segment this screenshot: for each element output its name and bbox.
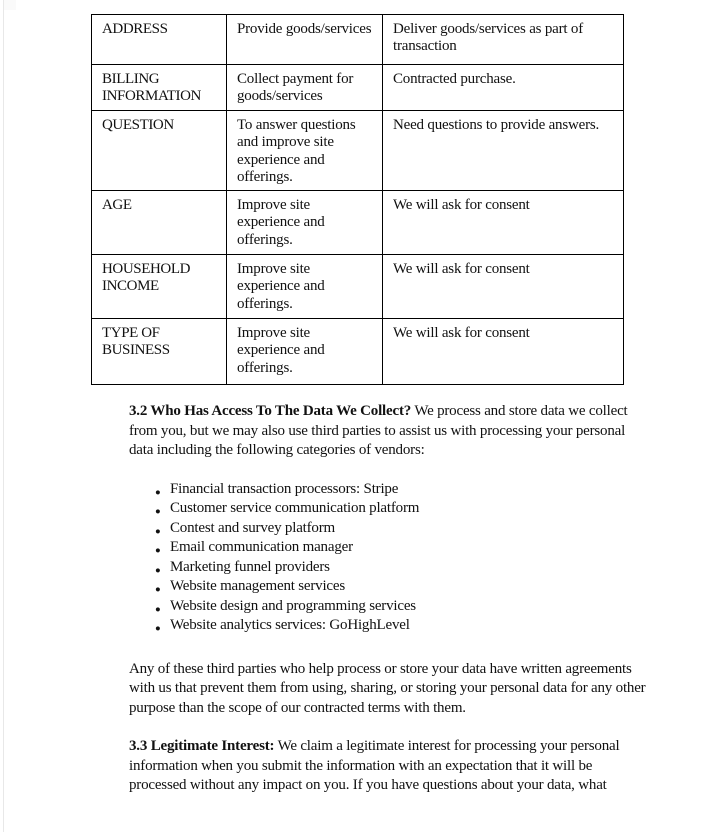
table-cell-reason: We will ask for consent bbox=[383, 255, 624, 319]
vendor-list-item: ● Customer service communication platform bbox=[129, 499, 648, 519]
table-cell-purpose: Provide goods/services bbox=[227, 15, 383, 65]
vendor-list-item: ● Website analytics services: GoHighLevel bbox=[129, 616, 648, 636]
table-cell-reason: Contracted purchase. bbox=[383, 65, 624, 111]
table-cell-label: QUESTION bbox=[92, 111, 227, 191]
heading-3-2: 3.2 Who Has Access To The Data We Collect? bbox=[129, 403, 412, 419]
paragraph-3-2-text: We process and store data we collect from you, but we may also use third parties to assist us with processing your personal data including the following categories of vendors: bbox=[129, 403, 628, 458]
heading-3-3: 3.3 Legitimate Interest: bbox=[129, 738, 275, 754]
data-collection-table bbox=[91, 14, 624, 385]
paragraph-3-3-text: We claim a legitimate interest for processing your personal information when you submit the information with an expectation that it will be processed without any impact on you. If you have questions about your data, what bbox=[129, 738, 620, 793]
table-cell-label: BILLING INFORMATION bbox=[92, 65, 227, 111]
paragraph-3-3 bbox=[129, 737, 648, 796]
document-body bbox=[129, 402, 648, 815]
table-cell-label: AGE bbox=[92, 191, 227, 255]
table-row-address bbox=[92, 15, 624, 65]
page-corner-shade bbox=[4, 0, 16, 10]
table-cell-purpose: Improve site experience and offerings. bbox=[227, 255, 383, 319]
table-cell-purpose: Collect payment for goods/services bbox=[227, 65, 383, 111]
paragraph-third-parties: Any of these third parties who help process or store your data have written agreements with us that prevent them from using, sharing, or storing your personal data for any other purpose than the scope of our contracted terms with them. bbox=[129, 660, 646, 716]
table-cell-label: HOUSEHOLD INCOME bbox=[92, 255, 227, 319]
table-cell-label: ADDRESS bbox=[92, 15, 227, 65]
table-cell-reason: Deliver goods/services as part of transaction bbox=[383, 15, 624, 65]
table-row-question bbox=[92, 111, 624, 191]
vendor-list-item: ● Financial transaction processors: Stripe bbox=[129, 480, 648, 500]
vendor-list-item: ● Email communication manager bbox=[129, 538, 648, 558]
table-cell-label: TYPE OF BUSINESS bbox=[92, 319, 227, 385]
vendor-list-item: ● Marketing funnel providers bbox=[129, 558, 648, 578]
table-row-household-income bbox=[92, 255, 624, 319]
vendor-list-item: ● Website design and programming services bbox=[129, 597, 648, 617]
vendor-list-item: ● Website management services bbox=[129, 577, 648, 597]
table-cell-purpose: Improve site experience and offerings. bbox=[227, 191, 383, 255]
table-cell-reason: We will ask for consent bbox=[383, 319, 624, 385]
table-cell-reason: Need questions to provide answers. bbox=[383, 111, 624, 191]
table-cell-reason: We will ask for consent bbox=[383, 191, 624, 255]
page-left-edge bbox=[3, 0, 4, 832]
table-cell-purpose: Improve site experience and offerings. bbox=[227, 319, 383, 385]
vendor-list bbox=[129, 480, 648, 636]
paragraph-3-2 bbox=[129, 402, 648, 461]
table-cell-purpose: To answer questions and improve site experience and offerings. bbox=[227, 111, 383, 191]
table-row-type-of-business bbox=[92, 319, 624, 385]
vendor-list-item: ● Contest and survey platform bbox=[129, 519, 648, 539]
table-row-billing-information bbox=[92, 65, 624, 111]
table-row-age bbox=[92, 191, 624, 255]
